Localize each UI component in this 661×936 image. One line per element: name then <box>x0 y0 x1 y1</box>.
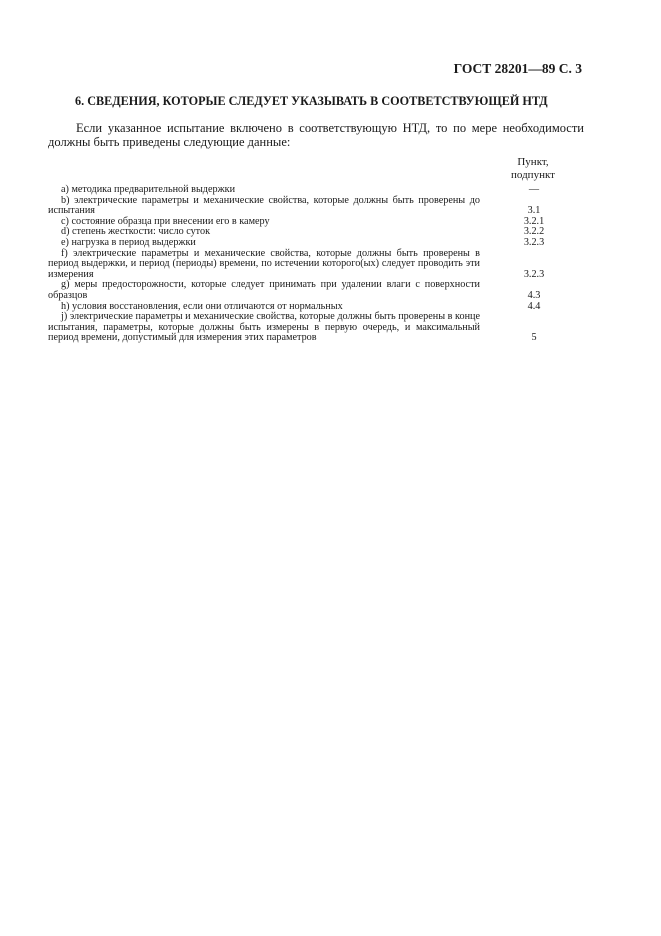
list-item <box>48 312 578 344</box>
list-item-text: g) меры предосторожности, которые следует принимать при удалении влаги с поверхности образцов <box>48 279 480 301</box>
requirements-list <box>48 185 578 344</box>
list-item-ref: 5 <box>531 332 537 344</box>
list-item-text: f) электрические параметры и механические свойства, которые должны быть проверены в период выдержки, и период (периоды) времени, по истечении которого(ых) следует проводить эти измерения <box>48 247 480 280</box>
list-item-text: a) методика предварительной выдержки <box>61 184 236 195</box>
list-item <box>48 280 578 301</box>
column-header-line1: Пункт, <box>517 156 549 168</box>
list-item <box>48 196 578 217</box>
list-item-text: h) условия восстановления, если они отличаются от нормальных <box>61 300 343 312</box>
list-item-text: b) электрические параметры и механические свойства, которые должны быть проверены до испытания <box>48 194 480 217</box>
list-item-ref: 3.2.1 <box>523 215 545 227</box>
list-item-text: j) электрические параметры и механические свойства, которые должны быть проверены в конце испытания, параметры, которые должны быть измерены в первую очередь, и максимальный период времени, допустимый для измерения этих параметров <box>48 311 480 344</box>
list-item-text: d) степень жесткости: число суток <box>61 226 211 238</box>
intro-paragraph: Если указанное испытание включено в соответствующую НТД, то по мере необходимости должны быть приведены следующие данные: <box>48 121 584 149</box>
list-item <box>48 249 578 281</box>
list-item <box>48 238 578 249</box>
list-item-text: c) состояние образца при внесении его в камеру <box>61 215 270 227</box>
list-item-ref: 3.2.3 <box>523 268 545 280</box>
section-title: 6. СВЕДЕНИЯ, КОТОРЫЕ СЛЕДУЕТ УКАЗЫВАТЬ В СООТВЕТСТВУЮЩЕЙ НТД <box>75 94 548 108</box>
list-item-ref: 3.2.2 <box>523 226 545 238</box>
list-item-ref: 3.2.3 <box>523 236 545 248</box>
list-item-ref: 4.3 <box>527 289 541 301</box>
column-header <box>500 156 566 181</box>
list-item <box>48 185 578 196</box>
list-item-ref: 3.1 <box>527 205 541 217</box>
column-header-line2: подпункт <box>511 168 555 181</box>
list-item-ref: — <box>528 184 540 195</box>
list-item-text: e) нагрузка в период выдержки <box>61 236 196 248</box>
list-item-ref: 4.4 <box>527 300 541 312</box>
document-header: ГОСТ 28201—89 С. 3 <box>453 61 582 76</box>
